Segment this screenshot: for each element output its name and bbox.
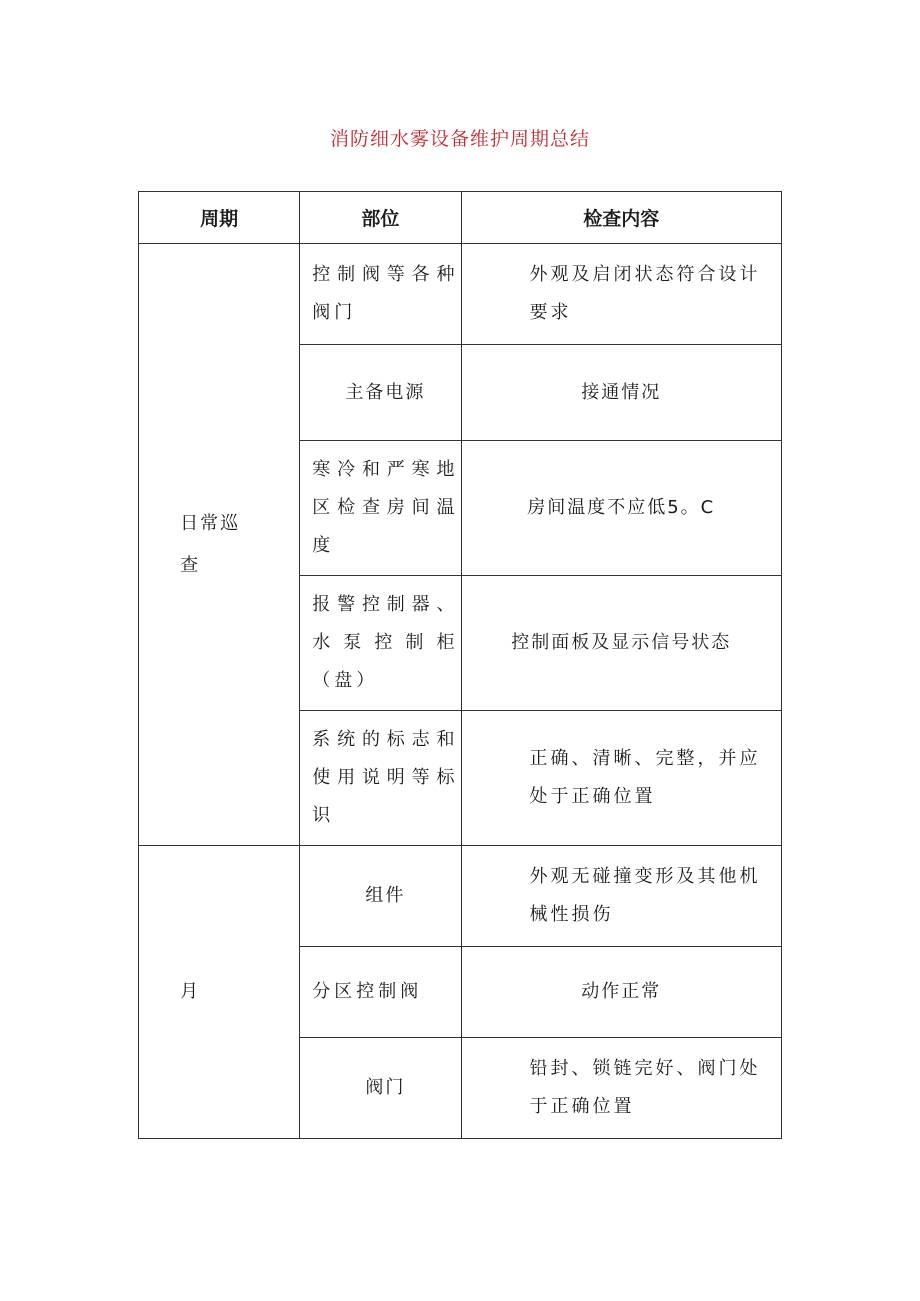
table-row xyxy=(139,244,782,345)
period-label: 日常巡查 xyxy=(180,512,241,576)
part-cell: 寒冷和严寒地区检查房间温度 xyxy=(300,441,461,576)
part-cell: 阀门 xyxy=(300,1038,461,1139)
part-cell: 主备电源 xyxy=(300,345,461,441)
period-label: 月 xyxy=(180,981,201,1002)
content-cell: 房间温度不应低5。C xyxy=(461,441,782,576)
header-period: 周期 xyxy=(139,192,300,244)
part-cell: 分区控制阀 xyxy=(300,947,461,1038)
content-cell: 铅封、锁链完好、阀门处于正确位置 xyxy=(461,1038,782,1139)
part-cell: 报警控制器、水泵控制柜（盘） xyxy=(300,576,461,711)
content-cell: 正确、清晰、完整，并应处于正确位置 xyxy=(461,711,782,846)
content-cell: 外观无碰撞变形及其他机械性损伤 xyxy=(461,846,782,947)
part-cell: 系统的标志和使用说明等标识 xyxy=(300,711,461,846)
period-cell-monthly xyxy=(139,846,300,1139)
part-cell: 控制阀等各种阀门 xyxy=(300,244,461,345)
content-cell: 接通情况 xyxy=(461,345,782,441)
part-cell: 组件 xyxy=(300,846,461,947)
document-title: 消防细水雾设备维护周期总结 xyxy=(329,128,590,150)
content-cell: 动作正常 xyxy=(461,947,782,1038)
table-row xyxy=(139,846,782,947)
content-cell: 外观及启闭状态符合设计要求 xyxy=(461,244,782,345)
content-cell: 控制面板及显示信号状态 xyxy=(461,576,782,711)
table-header-row xyxy=(139,192,782,244)
period-cell-daily xyxy=(139,244,300,846)
maintenance-table xyxy=(138,191,782,1139)
header-part: 部位 xyxy=(300,192,461,244)
header-content: 检查内容 xyxy=(461,192,782,244)
